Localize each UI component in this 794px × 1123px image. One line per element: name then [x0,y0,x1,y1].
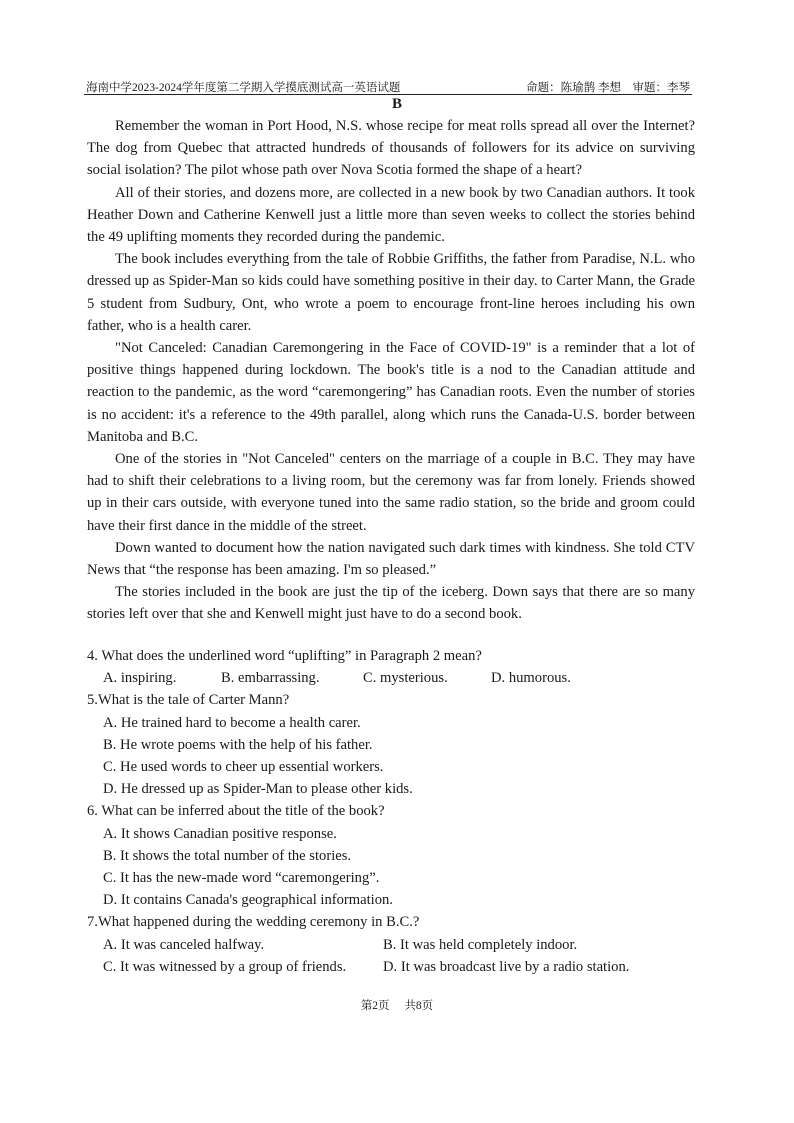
option-c: C. It was witnessed by a group of friends. [103,958,347,975]
page-footer [0,997,794,1013]
page-number: 第2页 [360,1000,390,1012]
option-b: B. It shows the total number of the stories. [103,847,352,864]
paragraph-7: The stories included in the book are just the tip of the iceberg. Down says that there are so many stories left over that she and Kenwell might just have to do a second book. [87,584,695,623]
reading-passage [87,115,695,626]
option-b: B. He wrote poems with the help of his father. [103,736,373,753]
option-c: C. mysterious. [363,670,448,687]
option-row [87,956,695,978]
exam-title: 海南中学2023-2024学年度第二学期入学摸底测试高一英语试题 [86,82,401,94]
page-total: 共8页 [404,1000,434,1012]
option-a: A. It shows Canadian positive response. [103,825,337,842]
question-stem: 4. What does the underlined word “uplifting” in Paragraph 2 mean? [87,648,482,664]
question-4 [87,645,695,689]
option-a: A. It was canceled halfway. [103,936,265,953]
paragraph-1: Remember the woman in Port Hood, N.S. whose recipe for meat rolls spread all over the Internet? The dog from Quebec that attracted hundreds of thousands of followers for its advice on surviving social isolation? The pilot whose path over Nova Scotia formed the shape of a heart? [87,118,695,179]
option-a: A. He trained hard to become a health carer. [103,714,361,731]
paragraph-4: "Not Canceled: Canadian Caremongering in the Face of COVID-19" is a reminder that a lot of positive things happened during lockdown. The book's title is a nod to the Canadian attitude and reaction to the pandemic, as the word “caremongering” has Canadian roots. Even the number of stories is no accident: it's a reference to the 49th parallel, along which runs the Canada-U.S. border between Manitoba and B.C. [87,340,695,445]
option-c: C. It has the new-made word “caremongering”. [103,870,380,887]
question-6 [87,800,695,911]
option-row [87,934,695,956]
option-d: D. He dressed up as Spider-Man to please other kids. [103,781,413,798]
paragraph-5: One of the stories in "Not Canceled" centers on the marriage of a couple in B.C. They may have had to shift their celebrations to a living room, but the ceremony was far from lonely. Friends showed up in their cars outside, with everyone tuned into the same radio station, so the bride and groom could have their first dance in the middle of the street. [87,451,695,534]
option-b: B. embarrassing. [221,670,320,687]
option-c: C. He used words to cheer up essential workers. [103,759,384,776]
paragraph-6: Down wanted to document how the nation navigated such dark times with kindness. She told CTV News that “the response has been amazing. I'm so pleased.” [87,539,695,579]
page-header [84,78,692,95]
option-row [87,667,695,689]
question-7 [87,911,695,978]
paragraph-3: The book includes everything from the tale of Robbie Griffiths, the father from Paradise, N.L. who dressed up as Spider-Man so kids could have something positive in their day. to Carter Mann, the Grade 5 student from Sudbury, Ont, who wrote a poem to encourage front-line heroes including his own father, who is a health carer. [87,251,695,334]
option-d: D. humorous. [491,670,571,687]
option-d: D. It contains Canada's geographical information. [103,892,393,909]
option-b: B. It was held completely indoor. [383,936,578,953]
option-a: A. inspiring. [103,670,177,687]
exam-authors: 命题：陈瑜鹊 李想 审题：李琴 [526,82,690,94]
question-list [87,645,695,978]
question-5 [87,689,695,800]
paragraph-2: All of their stories, and dozens more, are collected in a new book by two Canadian authors. It took Heather Down and Catherine Kenwell just a little more than seven weeks to collect the stories behind the 49 uplifting moments they recorded during the pandemic. [87,184,695,246]
option-d: D. It was broadcast live by a radio station. [383,958,630,975]
question-stem: 6. What can be inferred about the title of the book? [87,803,385,820]
question-stem: 7.What happened during the wedding ceremony in B.C.? [87,914,420,931]
question-stem: 5.What is the tale of Carter Mann? [87,692,290,709]
section-title: B [391,96,402,112]
